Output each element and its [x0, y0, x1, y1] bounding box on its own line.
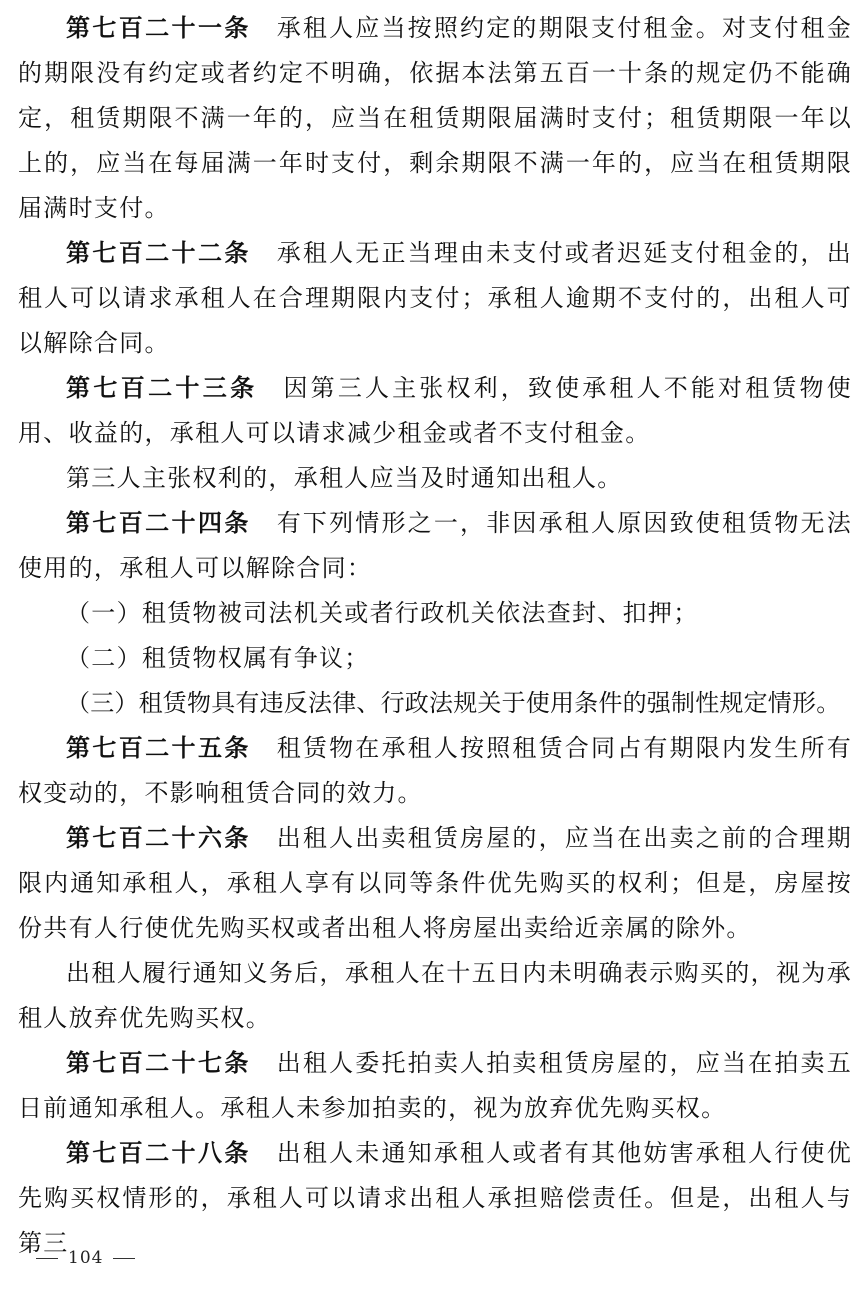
article-727	[18, 1041, 852, 1131]
document-page	[18, 6, 852, 1266]
article-heading: 第七百二十二条	[66, 239, 251, 267]
article-text: 租赁物在承租人按照租赁合同占有期限内发生所有权变动的，不影响租赁合同的效力。	[18, 734, 853, 807]
article-text: 出租人委托拍卖人拍卖租赁房屋的，应当在拍卖五日前通知承租人。承租人未参加拍卖的，视为放弃优先购买权。	[18, 1049, 853, 1122]
footer-dash-right	[113, 1258, 135, 1259]
article-721	[18, 6, 852, 231]
article-723	[18, 366, 852, 456]
article-724-item-3: （三）租赁物具有违反法律、行政法规关于使用条件的强制性规定情形。	[66, 689, 841, 717]
article-text: 承租人应当按照约定的期限支付租金。对支付租金的期限没有约定或者约定不明确，依据本法第五百一十条的规定仍不能确定，租赁期限不满一年的，应当在租赁期限届满时支付；租赁期限一年以上的，应当在每届满一年时支付，剩余期限不满一年的，应当在租赁期限届满时支付。	[18, 14, 853, 222]
article-heading: 第七百二十六条	[66, 824, 251, 852]
article-723-paragraph-2: 第三人主张权利的，承租人应当及时通知出租人。	[66, 464, 623, 492]
article-heading: 第七百二十八条	[66, 1139, 251, 1167]
article-724	[18, 501, 852, 591]
article-722	[18, 231, 852, 366]
article-heading: 第七百二十七条	[66, 1049, 251, 1077]
article-text: 因第三人主张权利，致使承租人不能对租赁物使用、收益的，承租人可以请求减少租金或者不支付租金。	[18, 374, 852, 447]
article-728	[18, 1131, 852, 1266]
article-724-item-2: （二）租赁物权属有争议；	[66, 644, 370, 672]
page-footer	[26, 1248, 145, 1268]
article-heading: 第七百二十一条	[66, 14, 251, 42]
article-heading: 第七百二十五条	[66, 734, 251, 762]
article-724-item-1: （一）租赁物被司法机关或者行政机关依法查封、扣押；	[66, 599, 699, 627]
article-725	[18, 726, 852, 816]
article-726-paragraph-2: 出租人履行通知义务后，承租人在十五日内未明确表示购买的，视为承租人放弃优先购买权。	[18, 959, 852, 1032]
page-number: 104	[68, 1248, 104, 1268]
article-text: 承租人无正当理由未支付或者迟延支付租金的，出租人可以请求承租人在合理期限内支付；承租人逾期不支付的，出租人可以解除合同。	[18, 239, 853, 357]
article-726	[18, 816, 852, 951]
article-text: 出租人出卖租赁房屋的，应当在出卖之前的合理期限内通知承租人，承租人享有以同等条件优先购买的权利；但是，房屋按份共有人行使优先购买权或者出租人将房屋出卖给近亲属的除外。	[18, 824, 853, 942]
article-text: 出租人未通知承租人或者有其他妨害承租人行使优先购买权情形的，承租人可以请求出租人承担赔偿责任。但是，出租人与第三	[18, 1139, 853, 1257]
article-text: 有下列情形之一，非因承租人原因致使租赁物无法使用的，承租人可以解除合同：	[18, 509, 853, 582]
footer-dash-left	[36, 1258, 58, 1259]
article-heading: 第七百二十三条	[66, 374, 258, 402]
article-heading: 第七百二十四条	[66, 509, 251, 537]
